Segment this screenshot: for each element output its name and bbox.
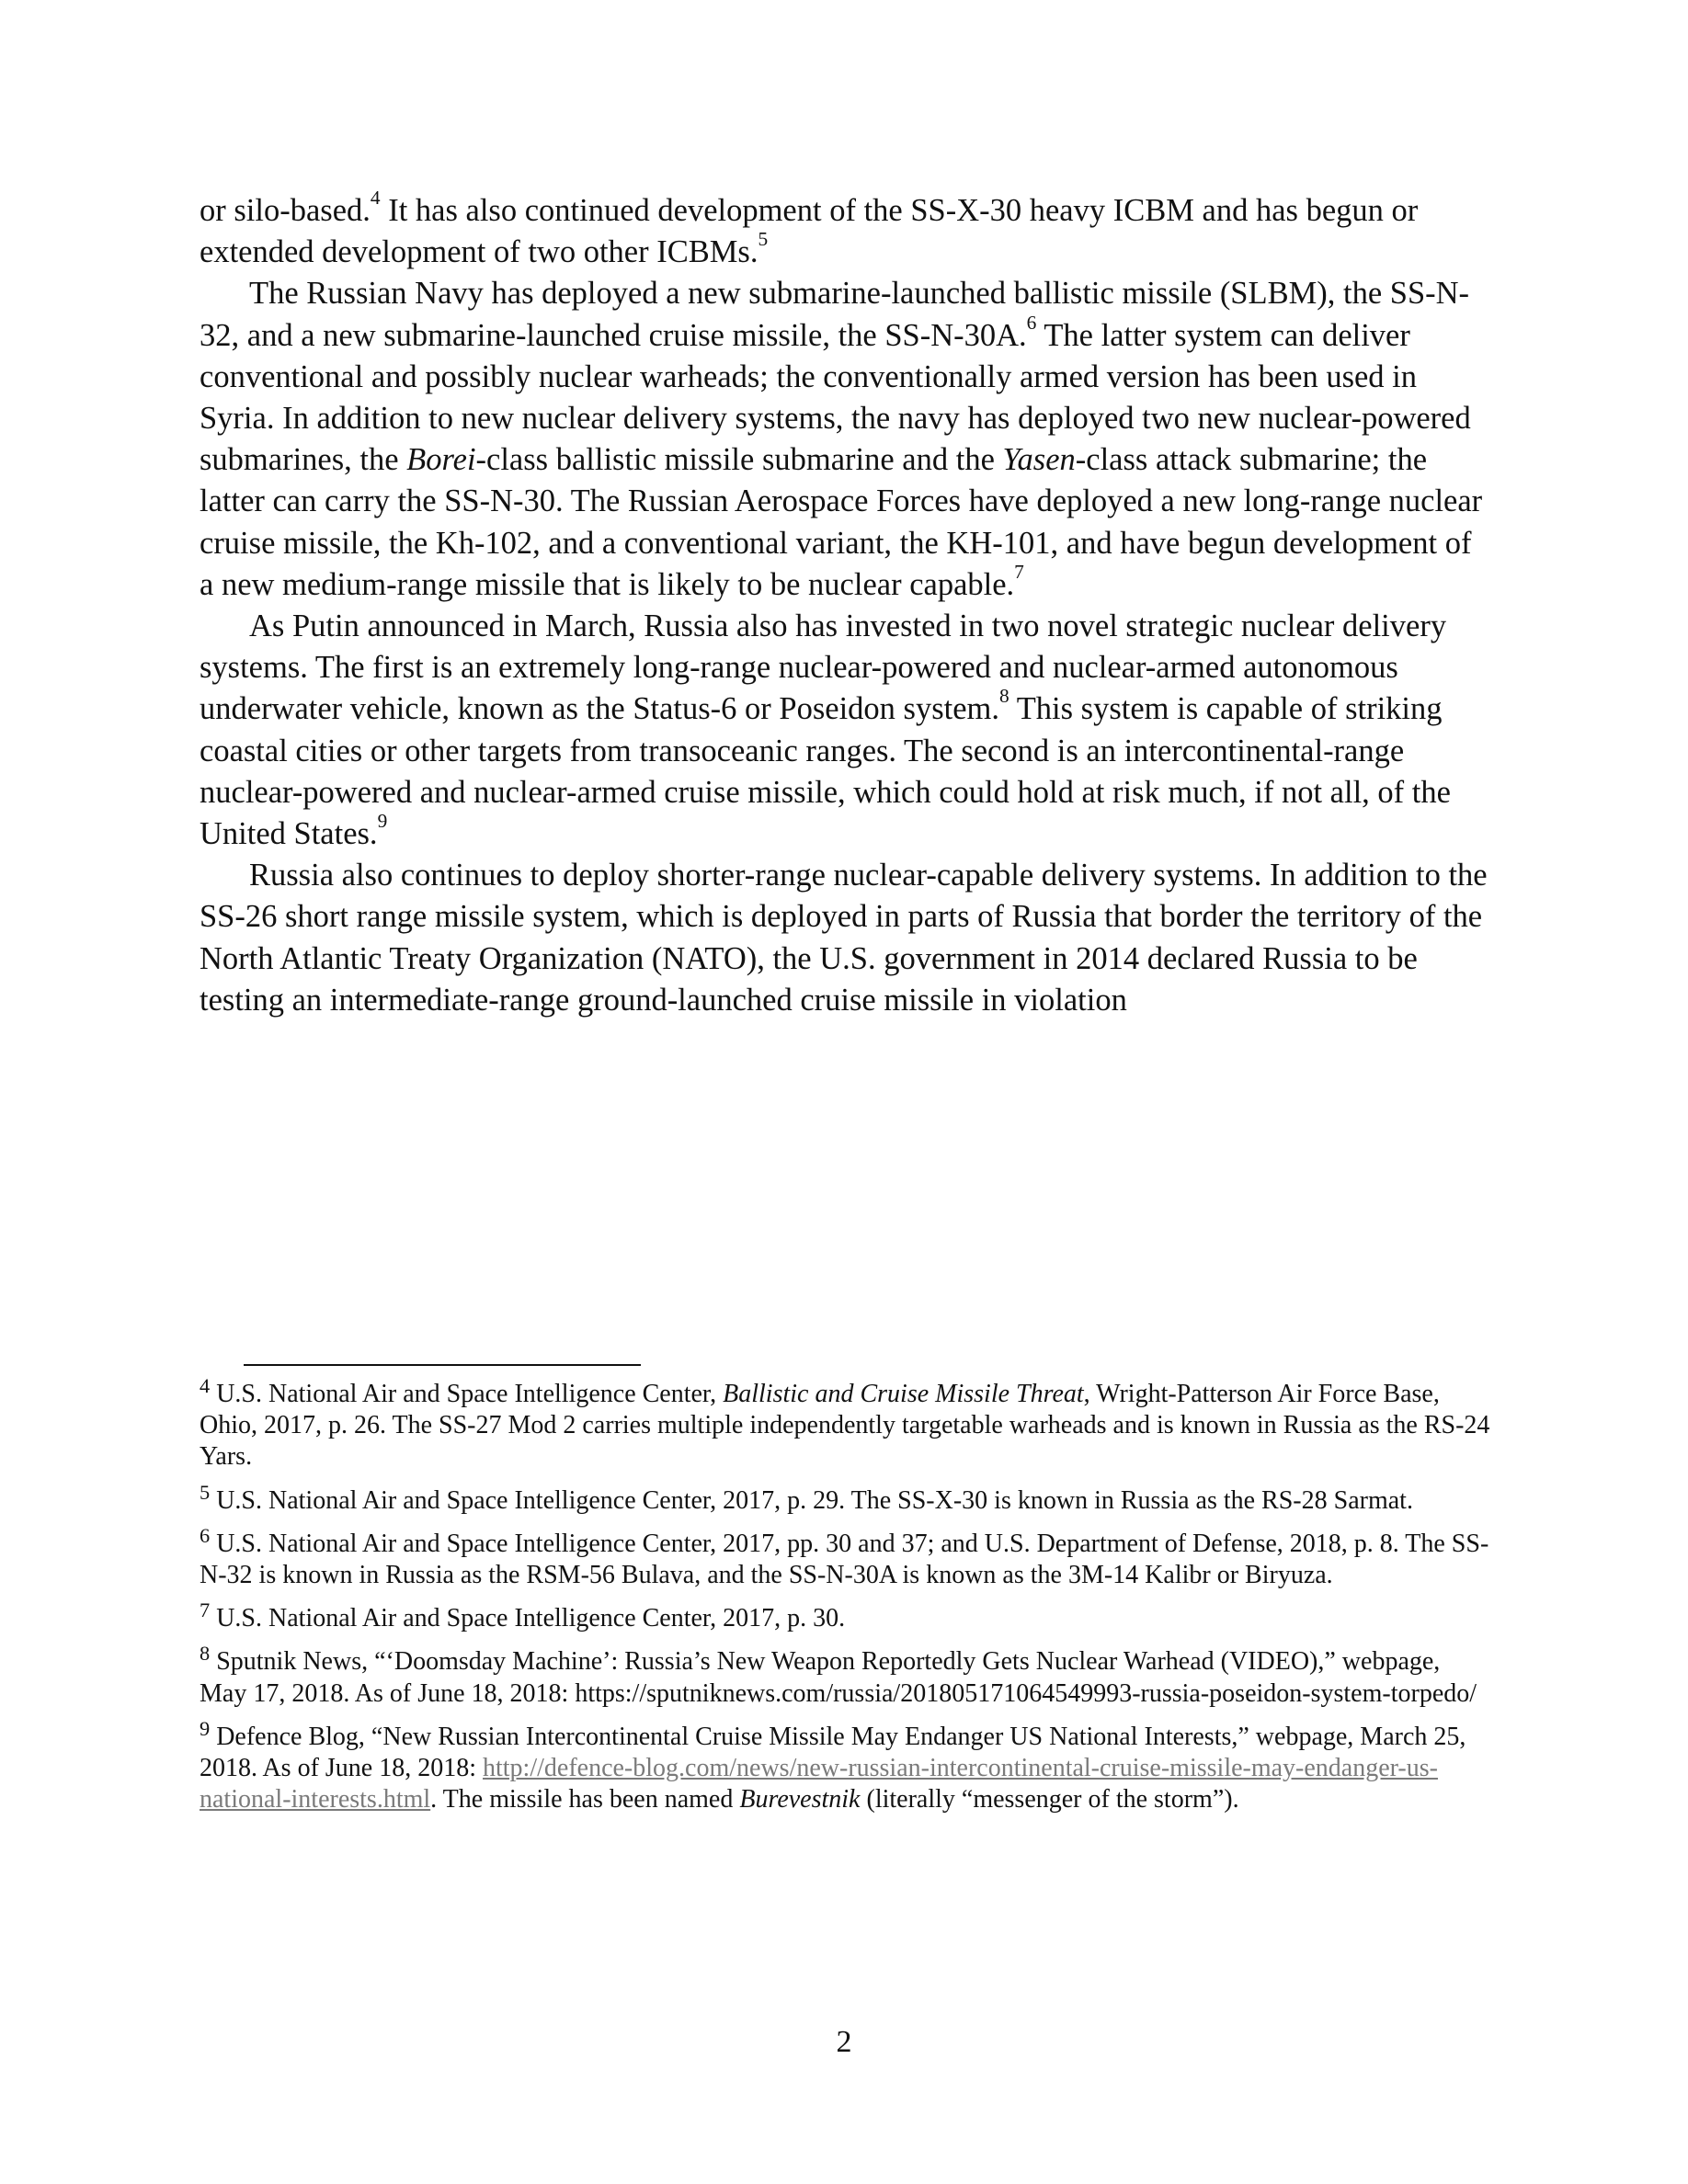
footnote-text: , Wright-Patterson Air Force Base, Ohio, 2017, p. 26. The SS-27 Mod 2 carries multiple independently targetable warheads and is known in Russia as the RS-24 Yars. [200,1380,1490,1472]
footnote-ref-7[interactable]: 7 [1014,560,1024,583]
footnote-text: U.S. National Air and Space Intelligence Center, 2017, p. 30. [210,1604,846,1633]
paragraph-3 [200,606,1491,855]
footnote-number: 9 [200,1716,211,1740]
footnotes [200,1373,1491,1827]
footnote-5 [200,1480,1491,1517]
italic-term-borei: Borei [406,442,476,478]
footnote-text: U.S. National Air and Space Intelligence Center, 2017, p. 29. The SS-X-30 is known in Russia as the RS-28 Sarmat. [210,1485,1413,1515]
footnote-9 [200,1716,1491,1816]
footnote-text: U.S. National Air and Space Intelligence Center, [210,1380,724,1408]
italic-term-burevestnik: Burevestnik [739,1785,861,1814]
footnote-text: (literally “messenger of the storm”). [860,1785,1239,1814]
footnote-8 [200,1642,1491,1709]
paragraph-text: The Russian Navy has deployed a new submarine-launched ballistic missile (SLBM), the SS-N-32, and a new submarine-launched cruise missile, the SS-N-30A. [200,276,1470,353]
footnote-7 [200,1598,1491,1634]
body-text [200,186,1491,1021]
paragraph-text: This system is capable of striking coastal cities or other targets from transoceanic ranges. The second is an intercontinental-range nuclear-powered and nuclear-armed cruise missile, which could hold at risk much, if not all, of the United States. [200,691,1451,852]
footnote-ref-9[interactable]: 9 [377,809,388,832]
paragraph-text: -class ballistic missile submarine and the [475,442,1003,478]
footnote-separator [244,1364,641,1366]
paragraph-text: It has also continued development of the SS-X-30 heavy ICBM and has begun or extended development of two other ICBMs. [200,193,1419,270]
footnote-ref-6[interactable]: 6 [1026,311,1037,334]
footnote-text: . The missile has been named [430,1785,740,1814]
footnote-ref-8[interactable]: 8 [999,685,1009,708]
paragraph-text: The latter system can deliver conventional and possibly nuclear warheads; the conventionally armed version has been used in Syria. In addition to new nuclear delivery systems, the navy has deployed two new nuclear-powered submarines, the [200,317,1471,478]
paragraph-text: or silo-based. [200,193,371,228]
footnote-number: 8 [200,1642,211,1666]
paragraph-2 [200,273,1491,606]
footnote-text: Defence Blog, “New Russian Intercontinental Cruise Missile May Endanger US National Interests,” webpage, March 25, 2018. As of June 18, 2018: [200,1722,1466,1783]
footnote-number: 7 [200,1598,211,1622]
footnote-text: Sputnik News, “‘Doomsday Machine’: Russia’s New Weapon Reportedly Gets Nuclear Warhead (VIDEO),” webpage, May 17, 2018. As of June 18, 2018: https://sputniknews.com/russia/201805171064549993-russia-poseidon-system-torpedo/ [200,1647,1477,1708]
paragraph-4 [200,855,1491,1021]
footnote-number: 5 [200,1480,211,1504]
footnote-ref-5[interactable]: 5 [758,228,769,251]
footnote-6 [200,1523,1491,1591]
page-number: 2 [836,2025,852,2059]
paragraph-1 [200,186,1491,273]
paragraph-text: As Putin announced in March, Russia also has invested in two novel strategic nuclear delivery systems. The first is an extremely long-range nuclear-powered and nuclear-armed autonomous underwater vehicle, known as the Status-6 or Poseidon system. [200,609,1447,727]
footnote-number: 6 [200,1523,211,1547]
paragraph-text: Russia also continues to deploy shorter-range nuclear-capable delivery systems. In addition to the SS-26 short range missile system, which is deployed in parts of Russia that border the territory of the North Atlantic Treaty Organization (NATO), the U.S. government in 2014 declared Russia to be testing an intermediate-range ground-launched cruise missile in violation [200,858,1488,1018]
paragraph-text: -class attack submarine; the latter can carry the SS-N-30. The Russian Aerospace Forces have deployed a new long-range nuclear cruise missile, the Kh-102, and a conventional variant, the KH-101, and have begun development of a new medium-range missile that is likely to be nuclear capable. [200,442,1483,602]
footnote-title: Ballistic and Cruise Missile Threat [723,1380,1084,1408]
footnote-number: 4 [200,1373,211,1397]
footnote-ref-4[interactable]: 4 [370,186,381,209]
footnote-text: U.S. National Air and Space Intelligence Center, 2017, pp. 30 and 37; and U.S. Department of Defense, 2018, p. 8. The SS-N-32 is known in Russia as the RSM-56 Bulava, and the SS-N-30A is known as the 3M-14 Kalibr or Biryuza. [200,1529,1489,1590]
defence-blog-link[interactable]: http://defence-blog.com/news/new-russian-intercontinental-cruise-missile-may-endanger-us-national-interests.html [200,1754,1438,1814]
italic-term-yasen: Yasen [1002,442,1076,478]
footnote-4 [200,1373,1491,1473]
